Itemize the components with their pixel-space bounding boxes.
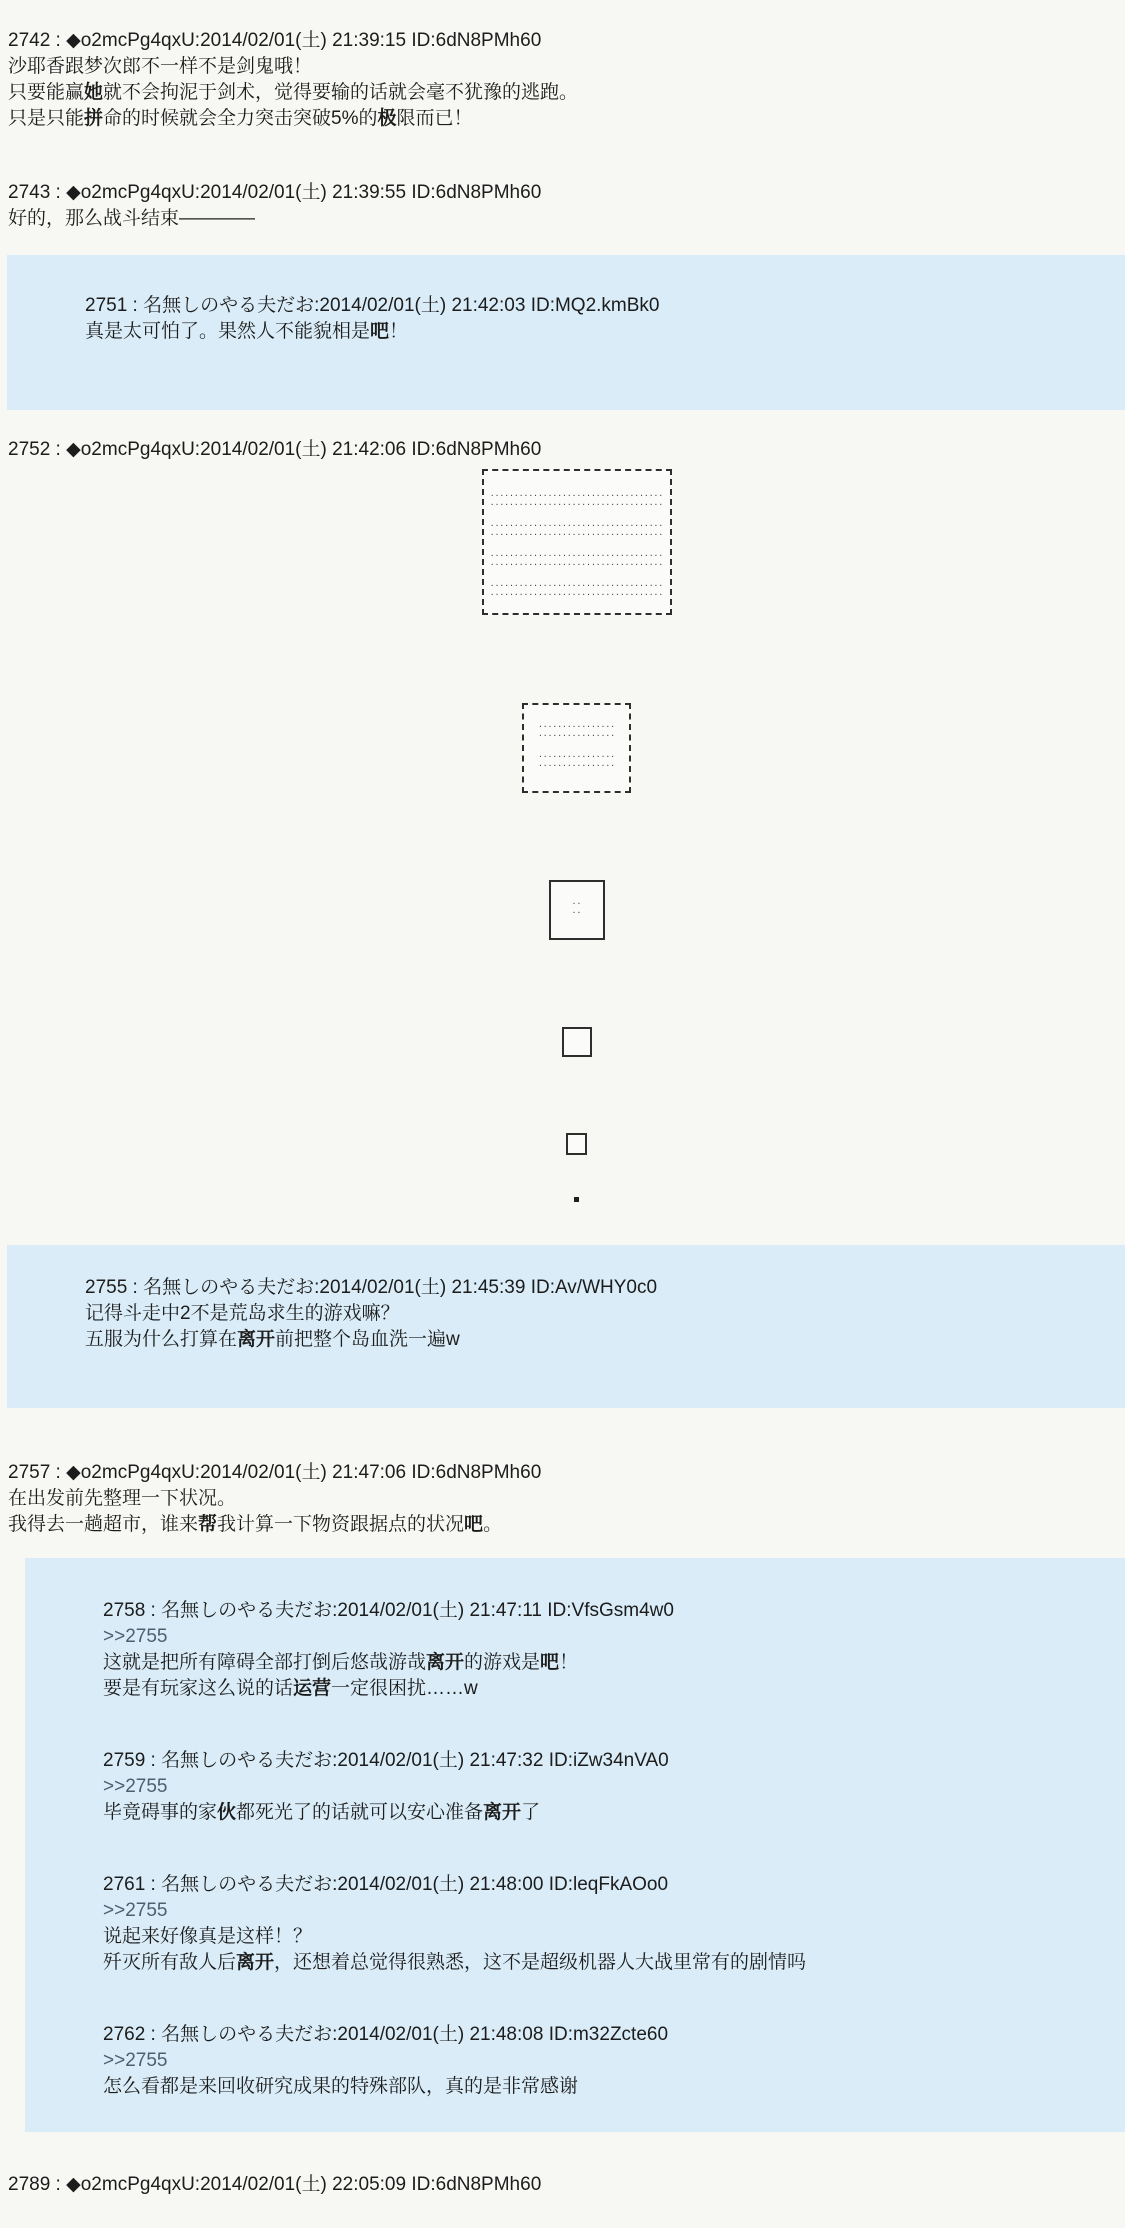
- post-datetime: 2014/02/01(土) 21:48:00: [337, 1874, 544, 1895]
- poster-id: ID:leqFkAOo0: [548, 1874, 669, 1895]
- header-separator: :: [145, 1600, 162, 1621]
- post-datetime: 2014/02/01(土) 21:47:11: [337, 1600, 542, 1621]
- post-line: [8, 80, 1125, 106]
- emphasis-text: 运营: [293, 1678, 332, 1699]
- text-run: 记得斗走中2不是荒岛求生的游戏嘛？: [85, 1303, 400, 1324]
- text-run: 前把整个岛血洗一遍w: [275, 1329, 460, 1350]
- op-post-section: [0, 1460, 1125, 1538]
- post-header: [85, 1275, 1125, 1301]
- poster-id: ID:6dN8PMh60: [411, 439, 542, 460]
- post-2743: [0, 180, 1125, 232]
- poster-name: ◆o2mcPg4qxU: [66, 2174, 195, 2195]
- header-colon: :: [332, 1750, 338, 1771]
- aa-dot-row: ··: [571, 899, 582, 908]
- post-2759: [103, 1748, 1125, 1826]
- text-run: 沙耶香跟梦次郎不一样不是剑鬼哦！: [8, 56, 313, 77]
- aa-dot-row: ····································: [489, 530, 664, 539]
- reply-quote-block: [7, 255, 1125, 410]
- poster-id: ID:MQ2.kmBk0: [530, 295, 660, 316]
- emphasis-text: 离开: [426, 1652, 465, 1673]
- poster-name: ◆o2mcPg4qxU: [66, 439, 195, 460]
- post-line: [103, 1800, 1125, 1826]
- text-run: 真是太可怕了。果然人不能貌相是: [85, 321, 371, 342]
- post-2755: [85, 1275, 1125, 1353]
- post-anchor-link[interactable]: >>2755: [103, 1776, 168, 1797]
- reply-quote-block: [7, 1245, 1125, 1408]
- post-line: [103, 1774, 1125, 1800]
- post-2751: [85, 293, 1125, 345]
- poster-id: ID:Av/WHY0c0: [530, 1277, 658, 1298]
- post-datetime: 2014/02/01(土) 21:42:06: [200, 439, 407, 460]
- post-line: [103, 2074, 1125, 2100]
- post-datetime: 2014/02/01(土) 22:05:09: [200, 2174, 407, 2195]
- op-post-section: [0, 437, 1125, 1202]
- post-datetime: 2014/02/01(土) 21:45:39: [319, 1277, 526, 1298]
- text-run: 。: [483, 1514, 503, 1535]
- text-run: 要是有玩家这么说的话: [103, 1678, 294, 1699]
- post-line: [8, 206, 1125, 232]
- post-2762: [103, 2022, 1125, 2100]
- header-colon: :: [314, 1277, 320, 1298]
- emphasis-text: 极: [377, 108, 397, 129]
- text-run: 五服为什么打算在: [85, 1329, 238, 1350]
- aa-dot-row: ··: [571, 908, 582, 917]
- post-number: 2742: [8, 30, 51, 51]
- aa-dot-row: ····································: [489, 551, 664, 560]
- ascii-art-shrinking-screen: [14, 463, 1125, 1202]
- text-run: 的游戏是: [464, 1652, 541, 1673]
- post-line: [8, 106, 1125, 132]
- aa-dot-row: ················: [537, 752, 616, 761]
- post-line: [8, 1486, 1125, 1512]
- poster-id: ID:6dN8PMh60: [411, 2174, 542, 2195]
- post-header: [8, 1460, 1125, 1486]
- header-colon: :: [332, 1874, 338, 1895]
- post-line: [103, 2048, 1125, 2074]
- emphasis-text: 拼: [84, 108, 104, 129]
- ascii-art-box: [562, 1027, 592, 1057]
- ascii-art-box: [549, 880, 605, 940]
- post-anchor-link[interactable]: >>2755: [103, 1626, 168, 1647]
- post-2758: [103, 1598, 1125, 1702]
- post-line: [103, 1624, 1125, 1650]
- header-colon: :: [332, 1600, 338, 1621]
- poster-id: ID:iZw34nVA0: [548, 1750, 669, 1771]
- header-colon: :: [194, 2174, 201, 2195]
- post-number: 2751: [85, 295, 128, 316]
- reply-block-section: [0, 1245, 1125, 1408]
- header-separator: :: [145, 1750, 162, 1771]
- header-colon: :: [194, 30, 201, 51]
- header-separator: :: [50, 30, 67, 51]
- post-2757: [0, 1460, 1125, 1538]
- poster-name: ◆o2mcPg4qxU: [66, 182, 195, 203]
- post-line: [103, 1950, 1125, 1976]
- ascii-art-box: [482, 469, 672, 615]
- text-run: 都死光了的话就可以安心准备: [236, 1802, 484, 1823]
- poster-id: ID:VfsGsm4w0: [547, 1600, 674, 1621]
- post-header: [103, 1598, 1125, 1624]
- aa-dot-row: ····································: [489, 590, 664, 599]
- post-header: [8, 180, 1125, 206]
- emphasis-text: 吧: [540, 1652, 560, 1673]
- post-header: [8, 2172, 1125, 2198]
- poster-name: ◆o2mcPg4qxU: [66, 1462, 195, 1483]
- post-datetime: 2014/02/01(土) 21:47:32: [337, 1750, 544, 1771]
- poster-name: ◆o2mcPg4qxU: [66, 30, 195, 51]
- header-colon: :: [194, 182, 201, 203]
- text-run: 了: [521, 1802, 541, 1823]
- post-number: 2789: [8, 2174, 51, 2195]
- post-line: [85, 1327, 1125, 1353]
- header-colon: :: [194, 1462, 201, 1483]
- post-line: [8, 1512, 1125, 1538]
- op-post-section: [0, 180, 1125, 232]
- poster-id: ID:6dN8PMh60: [411, 30, 542, 51]
- aa-dot-row: ····································: [489, 560, 664, 569]
- emphasis-text: 帮: [198, 1514, 218, 1535]
- post-number: 2752: [8, 439, 51, 460]
- post-number: 2761: [103, 1874, 146, 1895]
- header-colon: :: [194, 439, 201, 460]
- poster-name: 名無しのやる夫だお: [143, 295, 315, 316]
- text-run: 毕竟碍事的家: [103, 1802, 218, 1823]
- post-line: [103, 1924, 1125, 1950]
- poster-name: 名無しのやる夫だお: [161, 1874, 333, 1895]
- post-header: [103, 1872, 1125, 1898]
- text-run: 命的时候就会全力突击突破5%的: [103, 108, 378, 129]
- text-run: 好的，那么战斗结束————: [8, 208, 256, 229]
- post-number: 2759: [103, 1750, 146, 1771]
- post-number: 2758: [103, 1600, 146, 1621]
- post-line: [103, 1676, 1125, 1702]
- text-run: 就不会拘泥于剑术，觉得要输的话就会毫不犹豫的逃跑。: [103, 82, 579, 103]
- text-run: 我得去一趟超市，谁来: [8, 1514, 199, 1535]
- emphasis-text: 离开: [483, 1802, 522, 1823]
- header-separator: :: [145, 2024, 162, 2045]
- header-colon: :: [314, 295, 320, 316]
- text-run: ！: [389, 321, 409, 342]
- header-separator: :: [50, 182, 67, 203]
- post-header: [8, 437, 1125, 463]
- post-header: [103, 2022, 1125, 2048]
- header-separator: :: [127, 295, 144, 316]
- reply-block-section: [0, 255, 1125, 410]
- post-number: 2757: [8, 1462, 51, 1483]
- text-run: 只要能赢: [8, 82, 85, 103]
- ascii-art-dot: [574, 1197, 579, 1202]
- post-line: [103, 1650, 1125, 1676]
- post-anchor-link[interactable]: >>2755: [103, 1900, 168, 1921]
- emphasis-text: 离开: [237, 1329, 276, 1350]
- op-post-section: [0, 2172, 1125, 2198]
- reply-quote-block: [25, 1558, 1125, 2132]
- post-header: [8, 28, 1125, 54]
- text-run: 在出发前先整理一下状况。: [8, 1488, 237, 1509]
- reply-block-section: [0, 1558, 1125, 2132]
- text-run: 说起来好像真是这样！？: [103, 1926, 313, 1947]
- aa-dot-row: ················: [537, 731, 616, 740]
- text-run: 怎么看都是来回收研究成果的特殊部队，真的是非常感谢: [103, 2076, 579, 2097]
- header-colon: :: [332, 2024, 338, 2045]
- post-number: 2743: [8, 182, 51, 203]
- post-line: [85, 1301, 1125, 1327]
- emphasis-text: 离开: [236, 1952, 275, 1973]
- header-separator: :: [145, 1874, 162, 1895]
- text-run: 只是只能: [8, 108, 85, 129]
- post-header: [85, 293, 1125, 319]
- text-run: 限而已！: [396, 108, 473, 129]
- post-datetime: 2014/02/01(土) 21:47:06: [200, 1462, 407, 1483]
- ascii-art-box: [566, 1133, 587, 1155]
- header-separator: :: [50, 1462, 67, 1483]
- aa-dot-row: ····································: [489, 581, 664, 590]
- post-header: [103, 1748, 1125, 1774]
- emphasis-text: 她: [84, 82, 104, 103]
- post-number: 2762: [103, 2024, 146, 2045]
- post-2789: [0, 2172, 1125, 2198]
- text-run: 我计算一下物资跟据点的状况: [217, 1514, 465, 1535]
- emphasis-text: 吧: [370, 321, 390, 342]
- post-number: 2755: [85, 1277, 128, 1298]
- poster-id: ID:6dN8PMh60: [411, 182, 542, 203]
- post-2742: [0, 28, 1125, 132]
- poster-name: 名無しのやる夫だお: [143, 1277, 315, 1298]
- emphasis-text: 伙: [217, 1802, 237, 1823]
- text-run: 歼灭所有敌人后: [103, 1952, 237, 1973]
- poster-name: 名無しのやる夫だお: [161, 1750, 333, 1771]
- poster-id: ID:m32Zcte60: [548, 2024, 669, 2045]
- post-datetime: 2014/02/01(土) 21:42:03: [319, 295, 526, 316]
- text-run: ，还想着总觉得很熟悉，这不是超级机器人大战里常有的剧情吗: [274, 1952, 807, 1973]
- poster-name: 名無しのやる夫だお: [161, 1600, 333, 1621]
- emphasis-text: 吧: [464, 1514, 484, 1535]
- aa-dot-row: ················: [537, 722, 616, 731]
- post-line: [8, 54, 1125, 80]
- post-datetime: 2014/02/01(土) 21:48:08: [337, 2024, 544, 2045]
- thread-posts: [0, 28, 1125, 2198]
- post-2752: [0, 437, 1125, 463]
- aa-dot-row: ····································: [489, 521, 664, 530]
- op-post-section: [0, 28, 1125, 132]
- post-line: [103, 1898, 1125, 1924]
- poster-name: 名無しのやる夫だお: [161, 2024, 333, 2045]
- text-run: ！: [559, 1652, 579, 1673]
- post-anchor-link[interactable]: >>2755: [103, 2050, 168, 2071]
- ascii-art-box: [522, 703, 631, 793]
- aa-dot-row: ····································: [489, 491, 664, 500]
- poster-id: ID:6dN8PMh60: [411, 1462, 542, 1483]
- header-separator: :: [127, 1277, 144, 1298]
- post-line: [85, 319, 1125, 345]
- text-run: 这就是把所有障碍全部打倒后悠哉游哉: [103, 1652, 427, 1673]
- post-datetime: 2014/02/01(土) 21:39:15: [200, 30, 407, 51]
- post-datetime: 2014/02/01(土) 21:39:55: [200, 182, 407, 203]
- header-separator: :: [50, 439, 67, 460]
- aa-dot-row: ················: [537, 761, 616, 770]
- text-run: 一定很困扰……w: [331, 1678, 478, 1699]
- header-separator: :: [50, 2174, 67, 2195]
- aa-dot-row: ····································: [489, 500, 664, 509]
- post-2761: [103, 1872, 1125, 1976]
